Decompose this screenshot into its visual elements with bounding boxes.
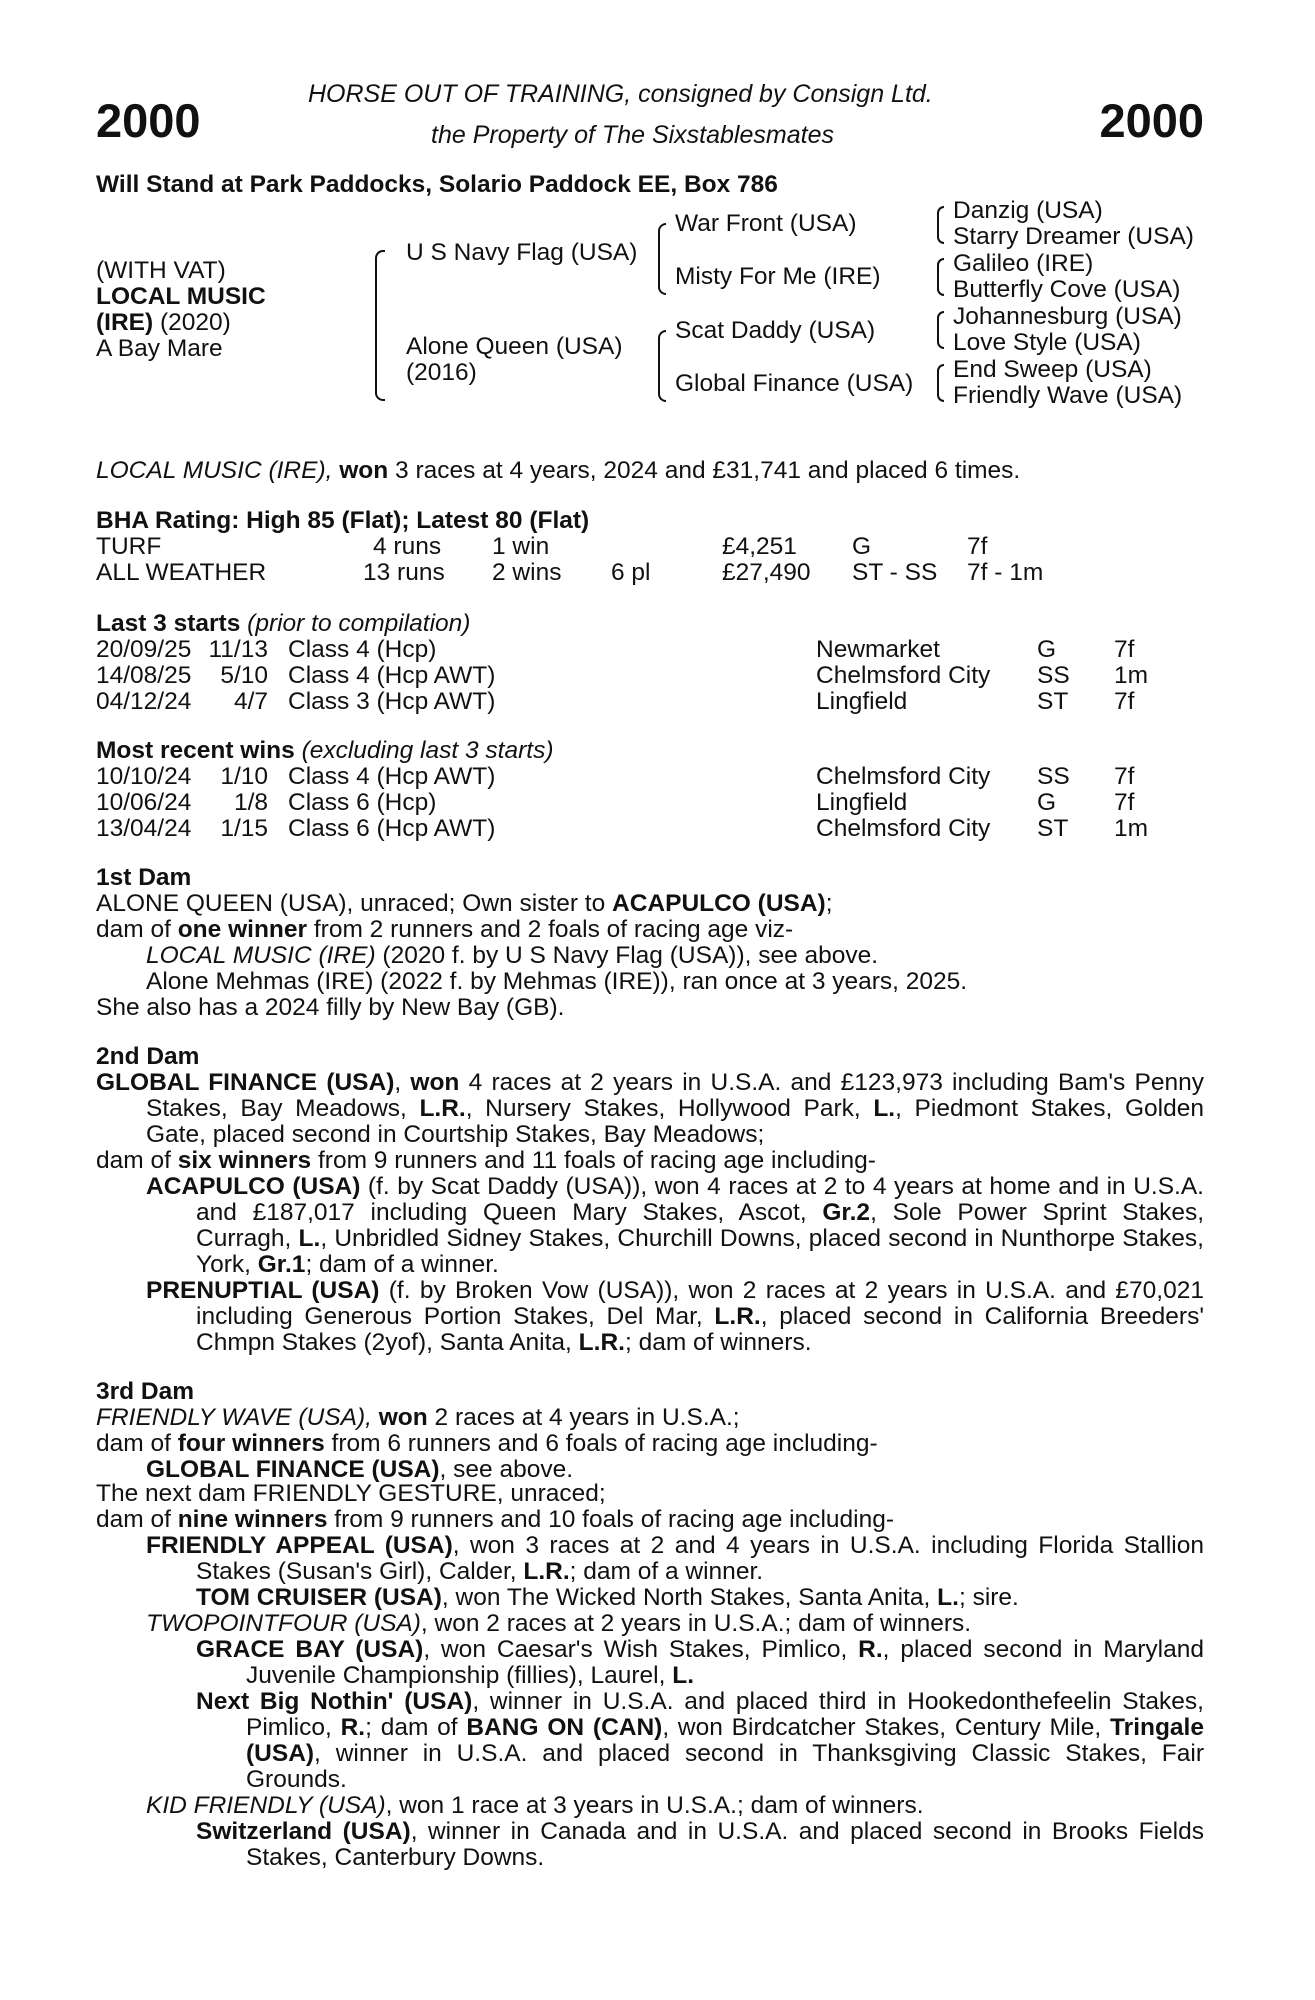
- start-date: 14/08/25: [96, 662, 192, 689]
- win-going: SS: [1037, 763, 1070, 790]
- produce-kid-friendly: KID FRIENDLY (USA), won 1 race at 3 years in U.S.A.; dam of winners.: [146, 1792, 924, 1819]
- rating-surface: ALL WEATHER: [96, 559, 267, 586]
- horse-origin-year: [96, 310, 231, 336]
- win-distance: 1m: [1114, 815, 1149, 842]
- second-dam-record: GLOBAL FINANCE (USA), won 4 races at 2 years in U.S.A. and £123,973 including Bam's Penny Stakes, Bay Meadows, L.R., Nursery Stakes, Hollywood Park, L., Piedmont Stakes, Golden Gate, placed second in Courtship Stakes, Bay Meadows;: [96, 1069, 1204, 1148]
- win-class: Class 6 (Hcp): [288, 789, 437, 816]
- pedigree-brace-g4: [937, 364, 944, 402]
- rating-wins: 1 win: [492, 533, 550, 560]
- start-going: G: [1037, 636, 1057, 663]
- fourth-dam-line: The next dam FRIENDLY GESTURE, unraced;: [96, 1480, 606, 1507]
- win-position: 1/8: [233, 789, 268, 816]
- rating-runs: 4 runs: [373, 533, 442, 560]
- win-course: Lingfield: [816, 789, 908, 816]
- win-course: Chelmsford City: [816, 763, 991, 790]
- produce-tom-cruiser: TOM CRUISER (USA), won The Wicked North Stakes, Santa Anita, L.; sire.: [196, 1584, 1019, 1611]
- rating-title: BHA Rating: High 85 (Flat); Latest 80 (Flat): [96, 507, 590, 534]
- third-dam-section: [96, 1379, 1204, 1483]
- rating-surface: TURF: [96, 533, 162, 560]
- start-distance: 1m: [1114, 662, 1149, 689]
- pedigree-g2: Starry Dreamer (USA): [953, 223, 1194, 250]
- first-dam-line: ALONE QUEEN (USA), unraced; Own sister to ACAPULCO (USA);: [96, 890, 833, 917]
- start-class: Class 3 (Hcp AWT): [288, 688, 496, 715]
- first-dam-title: 1st Dam: [96, 864, 192, 891]
- pedigree-brace-g1: [937, 206, 944, 244]
- start-row: [96, 689, 1204, 715]
- pedigree-g8: Friendly Wave (USA): [953, 382, 1183, 409]
- start-position: 5/10: [220, 662, 268, 689]
- rating-distance: 7f: [967, 533, 988, 560]
- pedigree-sire-dam: Misty For Me (IRE): [675, 263, 881, 290]
- produce-next-big-nothin: Next Big Nothin' (USA), winner in U.S.A. and placed third in Hookedonthefeelin Stakes, Pimlico, R.; dam of BANG ON (CAN), won Birdcatcher Stakes, Century Mile, Tringale (USA), winner in U.S.A. and placed second in Thanksgiving Classic Stakes, Fair Grounds.: [196, 1688, 1204, 1793]
- produce-prenuptial: PRENUPTIAL (USA) (f. by Broken Vow (USA)), won 2 races at 2 years in U.S.A. and £70,021 including Generous Portion Stakes, Del Mar, L.R., placed second in California Breeders' Chmpn Stakes (2yof), Santa Anita, L.R.; dam of winners.: [146, 1277, 1204, 1356]
- summary-won: won: [339, 457, 389, 484]
- horse-year: (2020): [153, 309, 231, 336]
- rating-runs: 13 runs: [363, 559, 445, 586]
- win-going: ST: [1037, 815, 1069, 842]
- third-dam-title: 3rd Dam: [96, 1378, 195, 1405]
- pedigree-brace-g2: [937, 258, 944, 296]
- lot-number-left: 2000: [96, 94, 201, 147]
- pedigree-brace-sire: [658, 223, 666, 295]
- pedigree-g4: Butterfly Cove (USA): [953, 276, 1181, 303]
- rating-money: £4,251: [722, 533, 797, 560]
- start-date: 04/12/24: [96, 688, 192, 715]
- start-class: Class 4 (Hcp): [288, 636, 437, 663]
- start-class: Class 4 (Hcp AWT): [288, 662, 496, 689]
- pedigree-brace-dam: [658, 330, 666, 402]
- property-line: the Property of The Sixstablesmates: [431, 121, 834, 149]
- recent-wins-section: [96, 738, 1204, 842]
- win-distance: 7f: [1114, 763, 1135, 790]
- win-course: Chelmsford City: [816, 815, 991, 842]
- pedigree-dam: Alone Queen (USA): [406, 333, 623, 360]
- third-dam-produce-intro: dam of four winners from 6 runners and 6 foals of racing age including-: [96, 1430, 878, 1457]
- win-class: Class 4 (Hcp AWT): [288, 763, 496, 790]
- win-date: 13/04/24: [96, 815, 192, 842]
- pedigree-sire-sire: War Front (USA): [675, 210, 857, 237]
- produce-alone-mehmas: Alone Mehmas (IRE) (2022 f. by Mehmas (IRE)), ran once at 3 years, 2025.: [146, 968, 968, 995]
- start-course: Chelmsford City: [816, 662, 991, 689]
- rating-wins: 2 wins: [492, 559, 562, 586]
- rating-going: ST - SS: [852, 559, 938, 586]
- last-starts-heading: [96, 611, 1204, 637]
- recent-wins-heading: [96, 738, 1204, 764]
- lot-number-right: 2000: [1099, 94, 1204, 147]
- first-dam-section: [96, 865, 1204, 1021]
- summary-horse-name: LOCAL MUSIC (IRE),: [96, 457, 333, 484]
- pedigree-dam-dam: Global Finance (USA): [675, 370, 914, 397]
- win-date: 10/06/24: [96, 789, 192, 816]
- win-class: Class 6 (Hcp AWT): [288, 815, 496, 842]
- rating-row-turf: [96, 534, 1204, 560]
- start-date: 20/09/25: [96, 636, 192, 663]
- produce-global-finance: GLOBAL FINANCE (USA), see above.: [146, 1456, 574, 1483]
- rating-money: £27,490: [722, 559, 811, 586]
- pedigree-g5: Johannesburg (USA): [953, 303, 1182, 330]
- fourth-dam-section: [96, 1481, 1204, 1871]
- produce-2024-filly: She also has a 2024 filly by New Bay (GB).: [96, 994, 565, 1021]
- vat-note: (WITH VAT): [96, 257, 226, 284]
- last-starts-title: Last 3 starts: [96, 610, 241, 637]
- produce-local-music: LOCAL MUSIC (IRE) (2020 f. by U S Navy Flag (USA)), see above.: [146, 942, 879, 969]
- start-distance: 7f: [1114, 636, 1135, 663]
- produce-acapulco: ACAPULCO (USA) (f. by Scat Daddy (USA)), won 4 races at 2 to 4 years at home and in U.S.A. and £187,017 including Queen Mary Stakes, Ascot, Gr.2, Sole Power Sprint Stakes, Curragh, L., Unbridled Sidney Stakes, Churchill Downs, placed second in Nunthorpe Stakes, York, Gr.1; dam of a winner.: [146, 1173, 1205, 1278]
- pedigree-sire: U S Navy Flag (USA): [406, 239, 638, 266]
- second-dam-section: [96, 1044, 1204, 1356]
- rating-section: [96, 508, 1204, 586]
- horse-country: (IRE): [96, 309, 154, 336]
- win-going: G: [1037, 789, 1057, 816]
- start-distance: 7f: [1114, 688, 1135, 715]
- fourth-dam-produce-intro: dam of nine winners from 9 runners and 10 foals of racing age including-: [96, 1506, 895, 1533]
- stand-location: Will Stand at Park Paddocks, Solario Paddock EE, Box 786: [96, 171, 778, 198]
- start-row: [96, 637, 1204, 663]
- produce-grace-bay: GRACE BAY (USA), won Caesar's Wish Stakes, Pimlico, R., placed second in Maryland Juvenile Championship (fillies), Laurel, L.: [196, 1636, 1204, 1689]
- horse-description: A Bay Mare: [96, 335, 223, 362]
- start-going: SS: [1037, 662, 1070, 689]
- race-summary: [96, 458, 1020, 484]
- pedigree-g1: Danzig (USA): [953, 197, 1103, 224]
- win-row: [96, 816, 1204, 842]
- start-going: ST: [1037, 688, 1069, 715]
- horse-name: LOCAL MUSIC: [96, 283, 266, 310]
- second-dam-produce-intro: dam of six winners from 9 runners and 11 foals of racing age including-: [96, 1147, 876, 1174]
- rating-placed: 6 pl: [611, 559, 651, 586]
- summary-record: 3 races at 4 years, 2024 and £31,741 and placed 6 times.: [388, 457, 1021, 484]
- rating-distance: 7f - 1m: [967, 559, 1044, 586]
- pedigree-g6: Love Style (USA): [953, 329, 1141, 356]
- start-course: Newmarket: [816, 636, 940, 663]
- first-dam-produce-intro: dam of one winner from 2 runners and 2 foals of racing age viz-: [96, 916, 794, 943]
- rating-row-aw: [96, 560, 1204, 586]
- start-course: Lingfield: [816, 688, 908, 715]
- win-row: [96, 790, 1204, 816]
- produce-twopointfour: TWOPOINTFOUR (USA), won 2 races at 2 years in U.S.A.; dam of winners.: [146, 1610, 972, 1637]
- second-dam-title: 2nd Dam: [96, 1043, 200, 1070]
- pedigree-g7: End Sweep (USA): [953, 356, 1152, 383]
- win-row: [96, 764, 1204, 790]
- last-starts-note: (prior to compilation): [240, 610, 471, 637]
- win-date: 10/10/24: [96, 763, 192, 790]
- win-position: 1/10: [220, 763, 268, 790]
- recent-wins-title: Most recent wins: [96, 737, 295, 764]
- pedigree-brace-main: [375, 250, 385, 401]
- pedigree-g3: Galileo (IRE): [953, 250, 1094, 277]
- rating-going: G: [852, 533, 872, 560]
- last-starts-section: [96, 611, 1204, 715]
- recent-wins-note: (excluding last 3 starts): [294, 737, 554, 764]
- consignor-line: HORSE OUT OF TRAINING, consigned by Consign Ltd.: [308, 80, 933, 108]
- win-position: 1/15: [220, 815, 268, 842]
- produce-switzerland: Switzerland (USA), winner in Canada and in U.S.A. and placed second in Brooks Fields Stakes, Canterbury Downs.: [196, 1818, 1204, 1871]
- pedigree-dam-sire: Scat Daddy (USA): [675, 317, 876, 344]
- start-row: [96, 663, 1204, 689]
- win-distance: 7f: [1114, 789, 1135, 816]
- pedigree-brace-g3: [937, 311, 944, 349]
- start-position: 4/7: [233, 688, 268, 715]
- pedigree-dam-year: (2016): [406, 359, 477, 386]
- start-position: 11/13: [208, 636, 268, 663]
- produce-friendly-appeal: FRIENDLY APPEAL (USA), won 3 races at 2 and 4 years in U.S.A. including Florida Stallion Stakes (Susan's Girl), Calder, L.R.; dam of a winner.: [146, 1532, 1204, 1585]
- third-dam-record: FRIENDLY WAVE (USA), won 2 races at 4 years in U.S.A.;: [96, 1404, 740, 1431]
